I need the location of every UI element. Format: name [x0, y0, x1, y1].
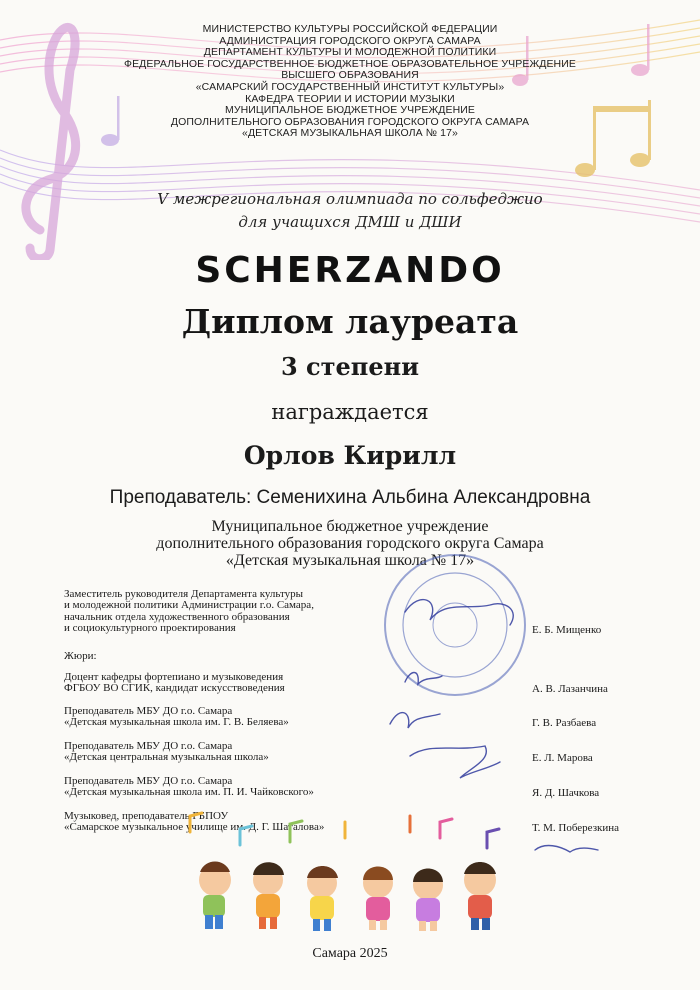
header-line: ДЕПАРТАМЕНТ КУЛЬТУРЫ И МОЛОДЕЖНОЙ ПОЛИТИКИ	[203, 46, 497, 59]
position-line: Музыковед, преподаватель ГБПОУ	[64, 810, 229, 822]
position-line: «Детская музыкальная школа им. П. И. Чайковского»	[64, 786, 314, 799]
position-line: начальник отдела художественного образования	[64, 610, 290, 623]
school-line: «Детская музыкальная школа № 17»	[225, 552, 475, 569]
position-line: Преподаватель МБУ ДО г.о. Самара	[64, 775, 233, 787]
signatory-position	[64, 776, 404, 799]
signatory-position	[64, 741, 404, 764]
stamp-seal-icon	[385, 555, 525, 695]
position-line: Преподаватель МБУ ДО г.о. Самара	[64, 705, 233, 717]
header-line: ДОПОЛНИТЕЛЬНОГО ОБРАЗОВАНИЯ ГОРОДСКОГО ОКРУГА САМАРА	[170, 115, 530, 128]
signatory-name: Е. Л. Марова	[532, 752, 593, 764]
signatory-name: А. В. Лазанчина	[532, 683, 608, 695]
brand-title: SCHERZANDO	[195, 250, 505, 291]
school-block	[80, 518, 620, 569]
header-line: «САМАРСКИЙ ГОСУДАРСТВЕННЫЙ ИНСТИТУТ КУЛЬТУРЫ»	[195, 80, 505, 93]
position-line: и социокультурного проектирования	[64, 621, 236, 634]
signatory-name: Я. Д. Шачкова	[532, 787, 600, 799]
city-year: Самара 2025	[312, 946, 388, 961]
signatory-name: Т. М. Поберезкина	[532, 822, 620, 834]
degree-label: 3 степени	[280, 352, 419, 381]
diploma-title: Диплом лауреата	[181, 302, 519, 341]
recipient-name: Орлов Кирилл	[243, 441, 457, 470]
position-line: Доцент кафедры фортепиано и музыковедения	[64, 671, 284, 683]
olympiad-line: V межрегиональная олимпиада по сольфеджио	[157, 190, 543, 208]
header-line: АДМИНИСТРАЦИЯ ГОРОДСКОГО ОКРУГА САМАРА	[219, 34, 481, 47]
header-line: ВЫСШЕГО ОБРАЗОВАНИЯ	[281, 69, 419, 82]
signatory-position	[64, 589, 404, 634]
position-line: «Детская центральная музыкальная школа»	[64, 751, 269, 764]
jury-label: Жюри:	[64, 650, 97, 662]
header-line: МИНИСТЕРСТВО КУЛЬТУРЫ РОССИЙСКОЙ ФЕДЕРАЦИИ	[202, 23, 498, 35]
children-illustration	[199, 862, 496, 932]
position-line: ФГБОУ ВО СГИК, кандидат искусствоведения	[64, 682, 285, 695]
school-line: дополнительного образования городского округа Самара	[156, 535, 544, 552]
school-line: Муниципальное бюджетное учреждение	[211, 518, 489, 535]
position-line: Преподаватель МБУ ДО г.о. Самара	[64, 740, 233, 752]
signatory-position	[64, 706, 404, 729]
header-line: МУНИЦИПАЛЬНОЕ БЮДЖЕТНОЕ УЧРЕЖДЕНИЕ	[224, 104, 476, 117]
olympiad-line: для учащихся ДМШ и ДШИ	[238, 213, 462, 231]
position-line: и молодежной политики Администрации г.о. Самара,	[64, 599, 314, 612]
teacher-line: Преподаватель: Семенихина Альбина Александровна	[109, 487, 591, 508]
signatory-name: Г. В. Разбаева	[532, 717, 597, 729]
olympiad-title	[60, 188, 640, 234]
signatory-position	[64, 811, 404, 834]
signatory-position	[64, 672, 404, 695]
header-line: «ДЕТСКАЯ МУЗЫКАЛЬНАЯ ШКОЛА № 17»	[242, 127, 458, 140]
header-line: ФЕДЕРАЛЬНОЕ ГОСУДАРСТВЕННОЕ БЮДЖЕТНОЕ ОБРАЗОВАТЕЛЬНОЕ УЧРЕЖДЕНИЕ	[124, 57, 576, 70]
position-line: «Самарское музыкальное училище им. Д. Г. Шаталова»	[64, 821, 325, 834]
position-line: «Детская музыкальная школа им. Г. В. Беляева»	[64, 716, 289, 729]
awarded-label: награждается	[271, 400, 429, 424]
header-line: КАФЕДРА ТЕОРИИ И ИСТОРИИ МУЗЫКИ	[245, 92, 455, 105]
issuers-header	[90, 24, 610, 140]
signatory-name: Е. Б. Мищенко	[532, 624, 602, 636]
position-line: Заместитель руководителя Департамента культуры	[64, 588, 304, 600]
